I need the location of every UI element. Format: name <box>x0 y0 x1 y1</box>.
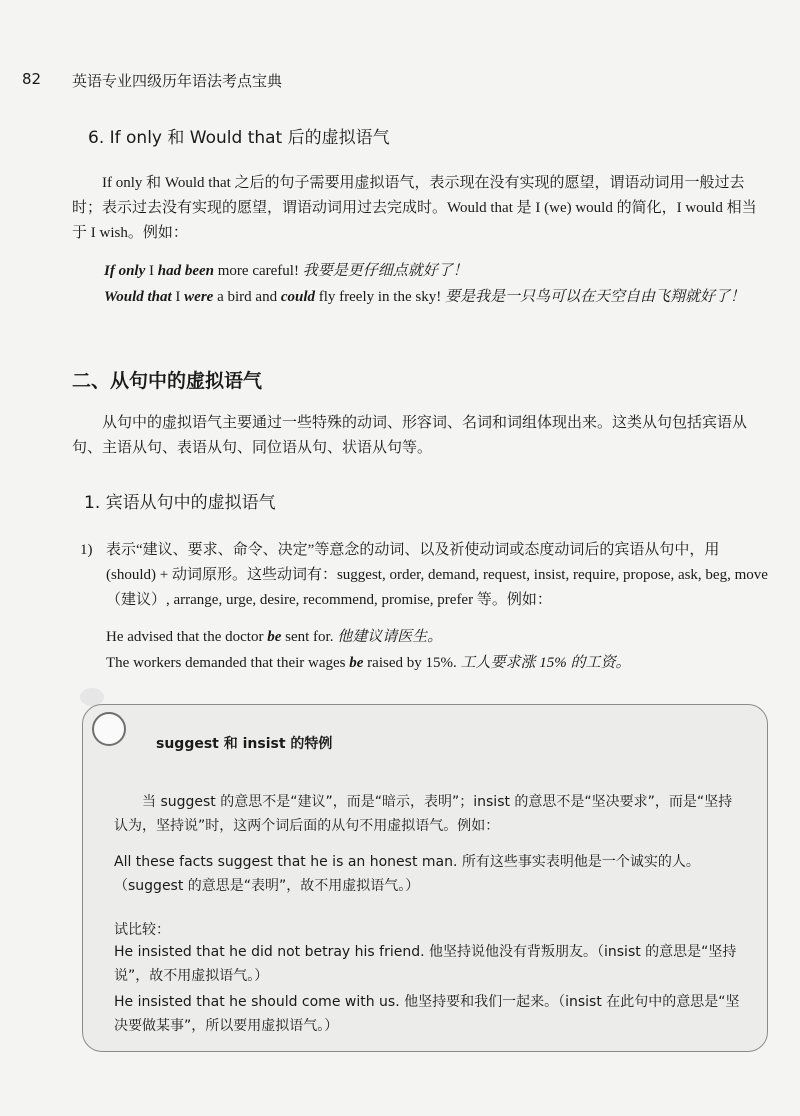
item-1-text: 表示“建议、要求、命令、决定”等意念的动词、以及祈使动词或态度动词后的宾语从句中，用 (should) + 动词原形。这些动词有：suggest, order, demand, request, insist, require, propose, ask, beg, move（建议）, arrange, urge, desire, recommend, promise, prefer 等。例如： <box>106 542 768 608</box>
ex-emph: could <box>280 289 315 305</box>
ex-emph: were <box>184 289 214 305</box>
sub-1-example-2 <box>106 651 769 676</box>
section-6-heading: 6. If only 和 Would that 后的虚拟语气 <box>88 128 390 148</box>
ex-text: a bird and <box>213 289 281 305</box>
ex-text: The workers demanded that their wages <box>106 655 350 671</box>
ex-text: raised by 15%. <box>363 655 461 671</box>
section-6-example-1 <box>104 259 769 284</box>
section-6-paragraph: If only 和 Would that 之后的句子需要用虚拟语气，表示现在没有实现的愿望，谓语动词用一般过去时；表示过去没有实现的愿望，谓语动词用过去完成时。Would that 是 I (we) would 的简化，I would 相当于 I wish。例如： <box>72 175 757 241</box>
ex-emph: be <box>267 629 282 645</box>
sub-1-heading: 1. 宾语从句中的虚拟语气 <box>84 493 276 513</box>
ex-text: I <box>171 289 185 305</box>
item-1-number: 1) <box>80 542 93 558</box>
page-number: 82 <box>22 70 42 88</box>
ex-translation: 工人要求涨 15% 的工资。 <box>460 655 631 671</box>
note-compare-label: 试比较： <box>114 922 170 938</box>
ex-translation: 要是我是一只鸟可以在天空自由飞翔就好了！ <box>444 289 745 305</box>
sub-1-example-1 <box>106 625 769 650</box>
ex-translation: 他建议请医生。 <box>337 629 443 645</box>
part-2-paragraph: 从句中的虚拟语气主要通过一些特殊的动词、形容词、名词和词组体现出来。这类从句包括宾语从句、主语从句、表语从句、同位语从句、状语从句等。 <box>72 415 748 456</box>
ex-emph: If only <box>104 263 146 279</box>
ex-text: I <box>145 263 158 279</box>
part-2-heading: 二、从句中的虚拟语气 <box>72 370 263 392</box>
note-intro: 当 suggest 的意思不是“建议”，而是“暗示，表明”；insist 的意思不是“坚决要求”，而是“坚持认为，坚持说”时，这两个词后面的从句不用虚拟语气。例如： <box>114 794 733 834</box>
note-example-2: He insisted that he did not betray his friend. 他坚持说他没有背叛朋友。（insist 的意思是“坚持说”，故不用虚拟语气。） <box>114 944 737 984</box>
note-example-3: He insisted that he should come with us. 他坚持要和我们一起来。（insist 在此句中的意思是“坚决要做某事”，所以要用虚拟语气。） <box>114 994 740 1034</box>
section-6-example-2 <box>104 285 769 310</box>
note-bullet-icon <box>92 712 126 746</box>
ex-emph: had been <box>157 263 214 279</box>
ex-text: more careful! <box>214 263 303 279</box>
ex-text: sent for. <box>281 629 338 645</box>
ex-translation: 我要是更仔细点就好了！ <box>302 263 468 279</box>
ex-emph: Would that <box>104 289 172 305</box>
ex-text: He advised that the doctor <box>106 629 268 645</box>
ex-text: fly freely in the sky! <box>315 289 445 305</box>
ex-emph: be <box>349 655 364 671</box>
note-title: suggest 和 insist 的特例 <box>156 736 333 752</box>
running-header-title: 英语专业四级历年语法考点宝典 <box>72 72 283 90</box>
note-example-1: All these facts suggest that he is an honest man. 所有这些事实表明他是一个诚实的人。（suggest 的意思是“表明”，故不用虚拟语气。） <box>114 854 700 894</box>
